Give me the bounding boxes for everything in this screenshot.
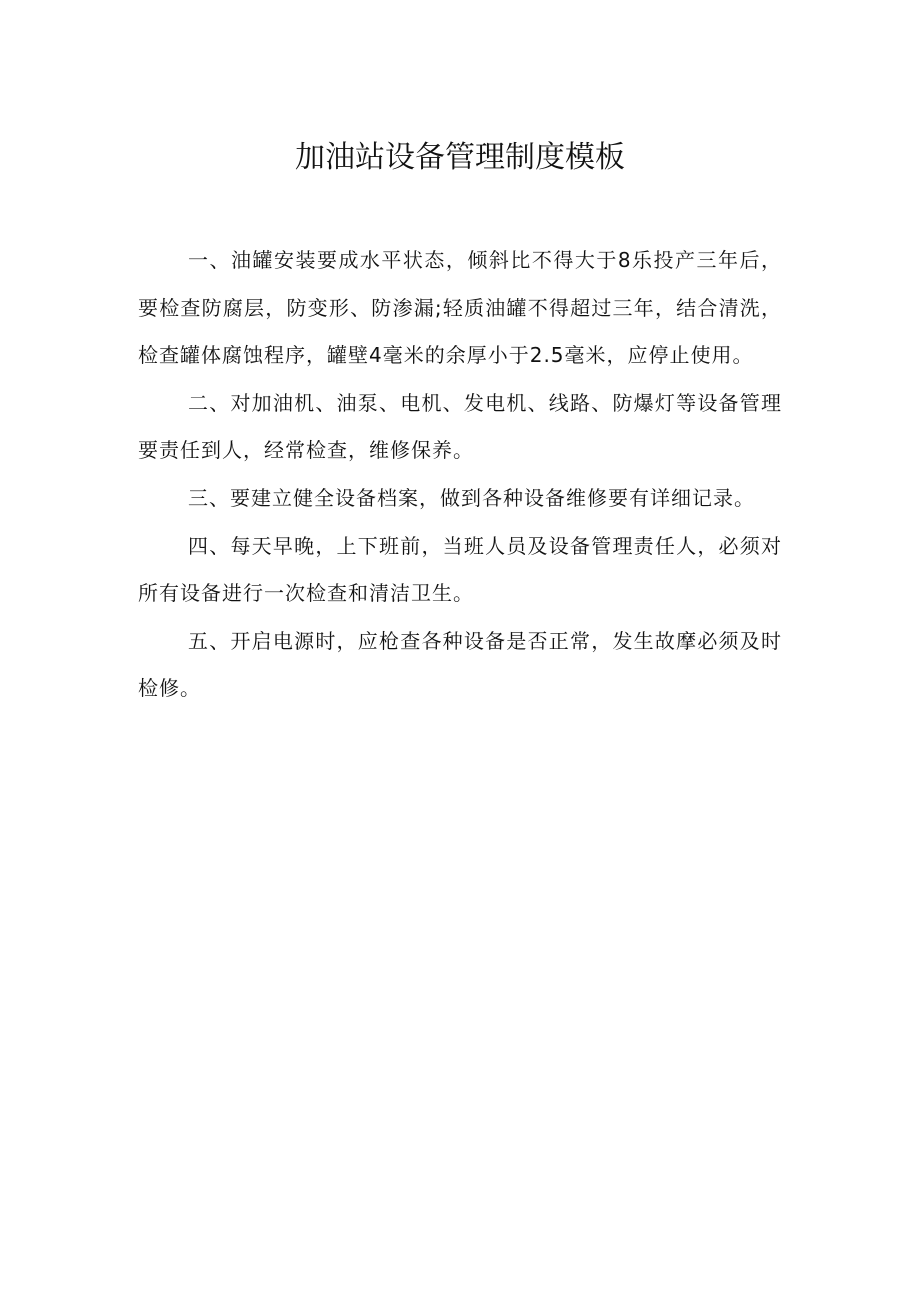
paragraph-2: 二、对加油机、油泵、电机、发电机、线路、防爆灯等设备管理要责任到人，经常检查，维修保养。: [138, 390, 782, 463]
document-body: [138, 237, 782, 713]
document-title: 加油站设备管理制度模板: [295, 140, 625, 176]
paragraph-5: 五、开启电源时，应枪查各种设备是否正常，发生故摩必须及时检修。: [138, 628, 782, 701]
paragraph-1: 一、油罐安装要成水平状态，倾斜比不得大于8乐投产三年后，要检查防腐层，防变形、防渗漏;轻质油罐不得超过三年，结合清洗，检查罐体腐蚀程序，罐壁4毫米的余厚小于2.5毫米，应停止使用。: [138, 248, 782, 368]
paragraph-3: 三、要建立健全设备档案，做到各种设备维修要有详细记录。: [188, 485, 755, 510]
paragraph-4: 四、每天早晚，上下班前，当班人员及设备管理责任人，必须对所有设备进行一次检查和清洁卫生。: [138, 533, 782, 606]
